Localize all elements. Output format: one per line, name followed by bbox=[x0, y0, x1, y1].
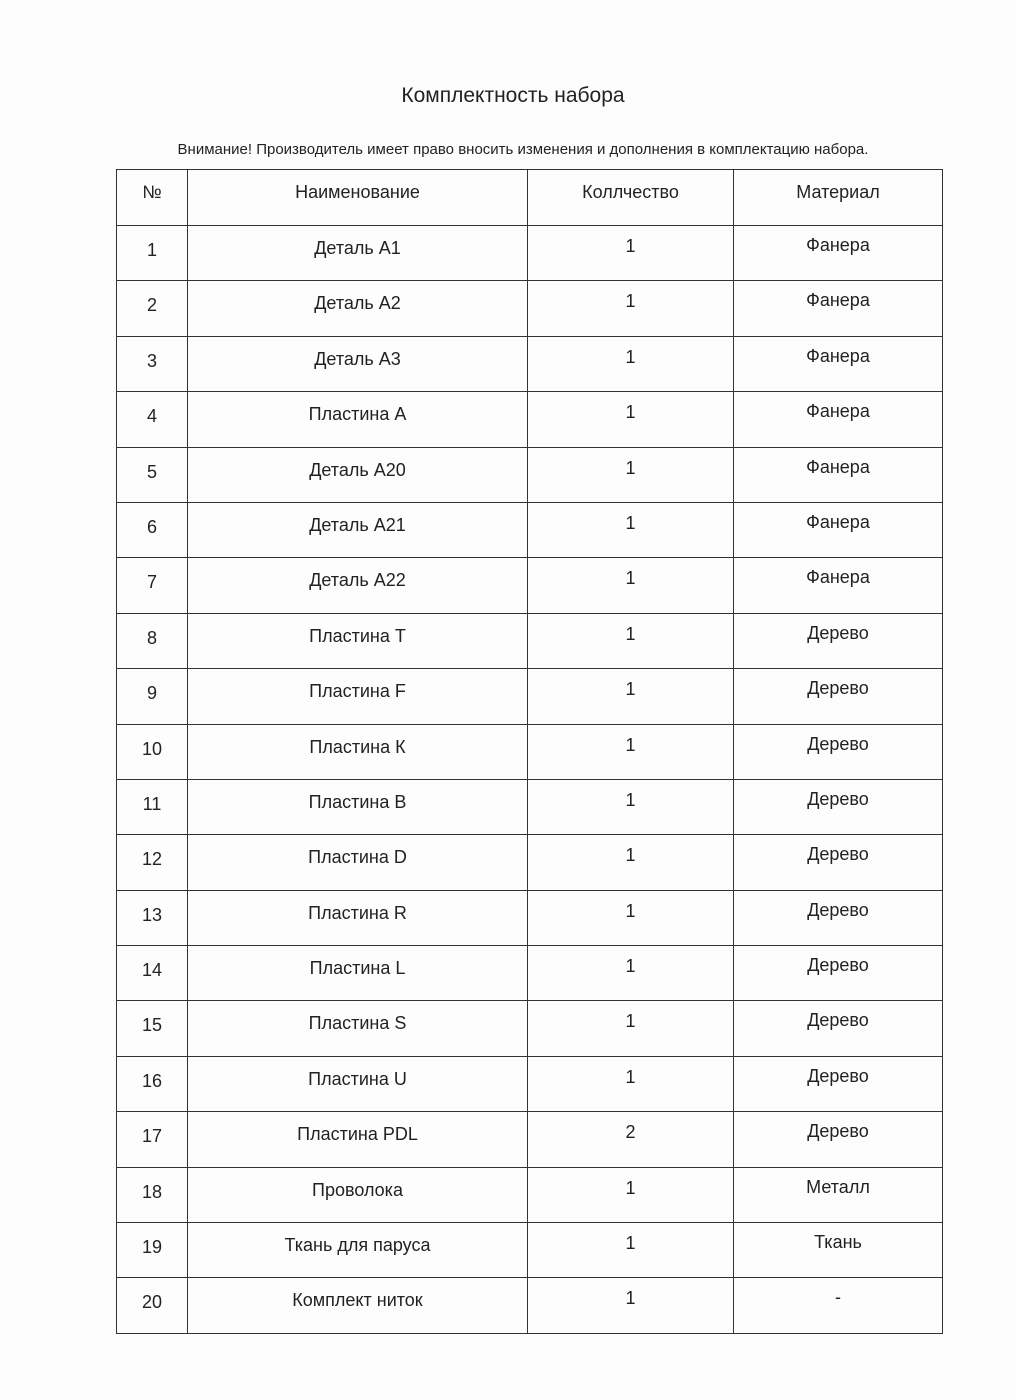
row-number: 11 bbox=[117, 779, 188, 834]
row-name: Деталь А20 bbox=[188, 447, 528, 502]
row-material: Дерево bbox=[734, 613, 943, 668]
row-material: Дерево bbox=[734, 946, 943, 1001]
row-number: 20 bbox=[117, 1278, 188, 1333]
table-row bbox=[117, 946, 943, 1001]
table-row bbox=[117, 1167, 943, 1222]
table-row bbox=[117, 835, 943, 890]
row-quantity: 1 bbox=[528, 447, 734, 502]
row-number: 19 bbox=[117, 1223, 188, 1278]
row-name: Пластина L bbox=[188, 946, 528, 1001]
row-quantity: 1 bbox=[528, 724, 734, 779]
row-material: Фанера bbox=[734, 336, 943, 391]
row-quantity: 1 bbox=[528, 336, 734, 391]
row-number: 16 bbox=[117, 1056, 188, 1111]
row-name: Деталь А22 bbox=[188, 558, 528, 613]
row-quantity: 1 bbox=[528, 835, 734, 890]
table-row bbox=[117, 1278, 943, 1333]
row-material: Фанера bbox=[734, 502, 943, 557]
row-quantity: 1 bbox=[528, 558, 734, 613]
parts-table bbox=[116, 169, 943, 1334]
row-number: 7 bbox=[117, 558, 188, 613]
row-material: Фанера bbox=[734, 558, 943, 613]
row-name: Деталь А21 bbox=[188, 502, 528, 557]
row-quantity: 1 bbox=[528, 502, 734, 557]
page-title: Комплектность набора bbox=[401, 84, 625, 107]
row-quantity: 1 bbox=[528, 1223, 734, 1278]
row-number: 6 bbox=[117, 502, 188, 557]
row-number: 9 bbox=[117, 669, 188, 724]
row-material: Фанера bbox=[734, 447, 943, 502]
row-name: Комплект ниток bbox=[188, 1278, 528, 1333]
row-quantity: 1 bbox=[528, 890, 734, 945]
table-row bbox=[117, 281, 943, 336]
row-name: Пластина D bbox=[188, 835, 528, 890]
header-quantity: Коллчество bbox=[528, 170, 734, 226]
row-number: 3 bbox=[117, 336, 188, 391]
table-row bbox=[117, 1112, 943, 1167]
table-row bbox=[117, 779, 943, 834]
table-row bbox=[117, 1001, 943, 1056]
row-material: - bbox=[734, 1278, 943, 1333]
row-material: Фанера bbox=[734, 226, 943, 281]
row-number: 10 bbox=[117, 724, 188, 779]
row-quantity: 1 bbox=[528, 226, 734, 281]
table-row bbox=[117, 447, 943, 502]
row-number: 13 bbox=[117, 890, 188, 945]
row-number: 1 bbox=[117, 226, 188, 281]
row-quantity: 2 bbox=[528, 1112, 734, 1167]
row-material: Дерево bbox=[734, 779, 943, 834]
row-name: Пластина F bbox=[188, 669, 528, 724]
row-quantity: 1 bbox=[528, 1167, 734, 1222]
row-material: Дерево bbox=[734, 890, 943, 945]
row-quantity: 1 bbox=[528, 613, 734, 668]
table-row bbox=[117, 613, 943, 668]
row-name: Пластина К bbox=[188, 724, 528, 779]
table-body bbox=[117, 226, 943, 1334]
row-number: 5 bbox=[117, 447, 188, 502]
row-number: 4 bbox=[117, 392, 188, 447]
row-material: Ткань bbox=[734, 1223, 943, 1278]
row-material: Фанера bbox=[734, 392, 943, 447]
table-row bbox=[117, 669, 943, 724]
row-number: 8 bbox=[117, 613, 188, 668]
row-quantity: 1 bbox=[528, 1278, 734, 1333]
table-row bbox=[117, 226, 943, 281]
table-row bbox=[117, 336, 943, 391]
table-row bbox=[117, 502, 943, 557]
row-number: 17 bbox=[117, 1112, 188, 1167]
header-name: Наименование bbox=[188, 170, 528, 226]
row-number: 15 bbox=[117, 1001, 188, 1056]
table-row bbox=[117, 392, 943, 447]
row-material: Фанера bbox=[734, 281, 943, 336]
row-name: Пластина R bbox=[188, 890, 528, 945]
row-quantity: 1 bbox=[528, 281, 734, 336]
row-quantity: 1 bbox=[528, 392, 734, 447]
table-row bbox=[117, 724, 943, 779]
row-name: Деталь А1 bbox=[188, 226, 528, 281]
header-number: № bbox=[117, 170, 188, 226]
row-quantity: 1 bbox=[528, 946, 734, 1001]
row-number: 14 bbox=[117, 946, 188, 1001]
row-quantity: 1 bbox=[528, 779, 734, 834]
row-material: Металл bbox=[734, 1167, 943, 1222]
row-number: 18 bbox=[117, 1167, 188, 1222]
row-material: Дерево bbox=[734, 1112, 943, 1167]
row-quantity: 1 bbox=[528, 1001, 734, 1056]
row-name: Пластина U bbox=[188, 1056, 528, 1111]
row-number: 2 bbox=[117, 281, 188, 336]
table-row bbox=[117, 558, 943, 613]
row-name: Деталь А2 bbox=[188, 281, 528, 336]
row-name: Пластина В bbox=[188, 779, 528, 834]
row-number: 12 bbox=[117, 835, 188, 890]
table-header-row bbox=[117, 170, 943, 226]
row-quantity: 1 bbox=[528, 1056, 734, 1111]
row-material: Дерево bbox=[734, 724, 943, 779]
row-material: Дерево bbox=[734, 1056, 943, 1111]
row-name: Пластина А bbox=[188, 392, 528, 447]
row-material: Дерево bbox=[734, 835, 943, 890]
row-material: Дерево bbox=[734, 1001, 943, 1056]
row-quantity: 1 bbox=[528, 669, 734, 724]
row-material: Дерево bbox=[734, 669, 943, 724]
row-name: Деталь А3 bbox=[188, 336, 528, 391]
row-name: Пластина PDL bbox=[188, 1112, 528, 1167]
header-material: Материал bbox=[734, 170, 943, 226]
row-name: Ткань для паруса bbox=[188, 1223, 528, 1278]
row-name: Пластина S bbox=[188, 1001, 528, 1056]
table-row bbox=[117, 1223, 943, 1278]
row-name: Проволока bbox=[188, 1167, 528, 1222]
notice-text: Внимание! Производитель имеет право вносить изменения и дополнения в комплектацию набора. bbox=[177, 141, 869, 158]
row-name: Пластина Т bbox=[188, 613, 528, 668]
table-row bbox=[117, 1056, 943, 1111]
table-row bbox=[117, 890, 943, 945]
